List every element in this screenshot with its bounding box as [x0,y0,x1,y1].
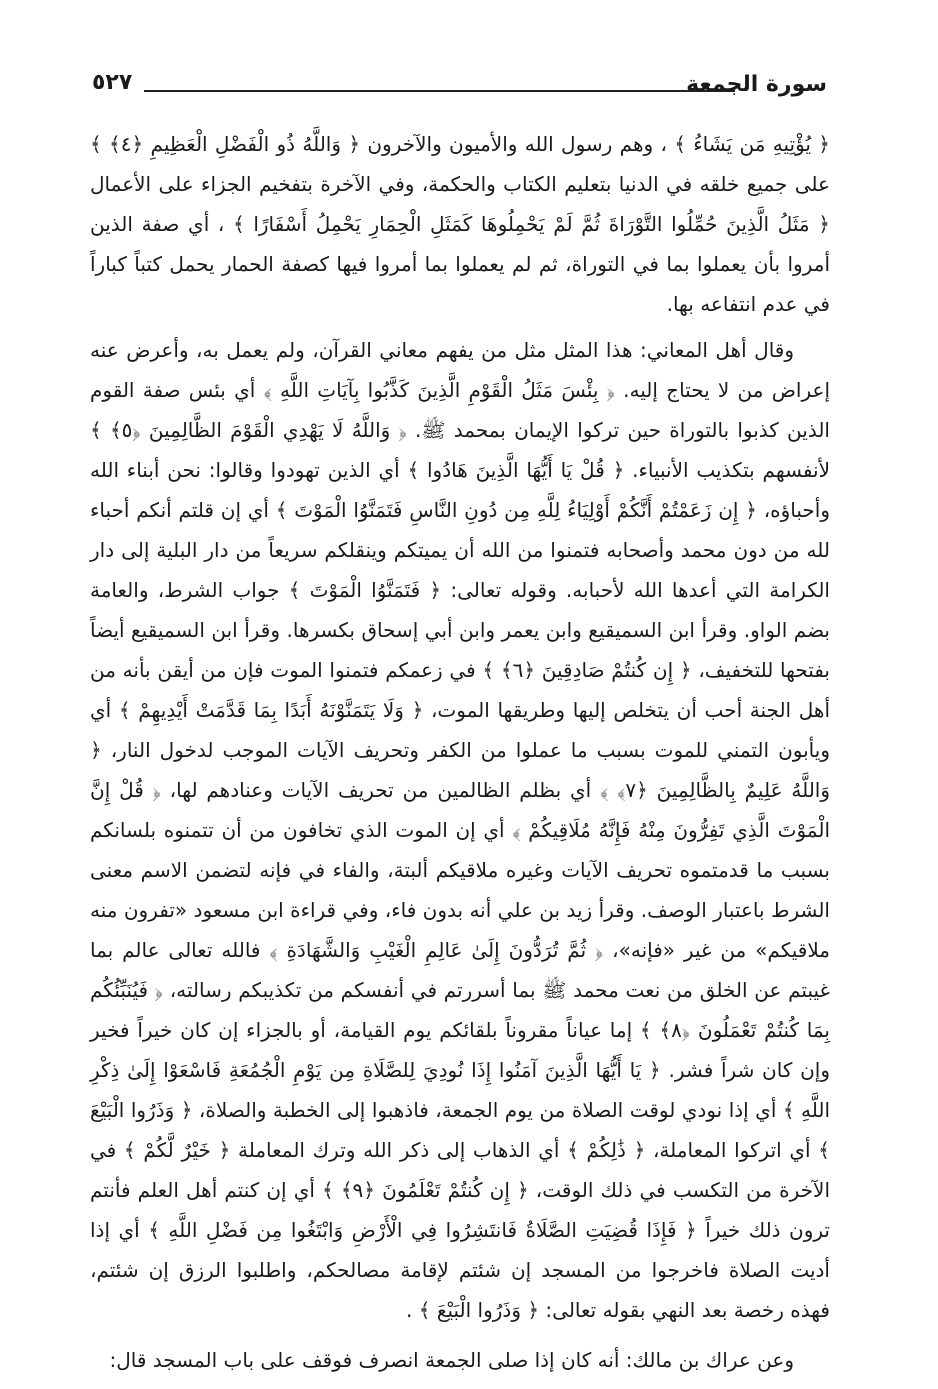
body-text [90,124,830,1380]
header-rule [144,90,735,92]
page-number: ٥٢٧ [92,70,133,95]
paragraph-1: ﴿ يُؤْتِيهِ مَن يَشَاءُ ﴾ ، وهم رسول الله والأميون والآخرون ﴿ وَاللَّهُ ذُو الْفَضْلِ الْعَظِيمِ ﴿٤﴾ ﴾ على جميع خلقه في الدنيا بتعليم الكتاب والحكمة، وفي الآخرة بتفخيم الجزاء على الأعمال ﴿ مَثَلُ الَّذِينَ حُمِّلُوا التَّوْرَاةَ ثُمَّ لَمْ يَحْمِلُوهَا كَمَثَلِ الْحِمَارِ يَحْمِلُ أَسْفَارًا ﴾ ، أي صفة الذين أمروا بأن يعملوا بما في التوراة، ثم لم يعملوا بما أمروا فيها كصفة الحمار يحمل كتباً كباراً في عدم انتفاعه بها. [90,132,831,316]
paragraph-3: وعن عراك بن مالك: أنه كان إذا صلى الجمعة انصرف فوقف على باب المسجد قال: [109,1348,794,1372]
page-header [92,66,827,106]
paragraph-2: وقال أهل المعاني: هذا المثل مثل من يفهم معاني القرآن، ولم يعمل به، وأعرض عنه إعراض من لا يحتاج إليه. ﴿ بِئْسَ مَثَلُ الْقَوْمِ الَّذِينَ كَذَّبُوا بِآيَاتِ اللَّهِ ﴾ أي بئس صفة القوم الذين كذبوا بالتوراة حين تركوا الإيمان بمحمد ﷺ. ﴿ وَاللَّهُ لَا يَهْدِي الْقَوْمَ الظَّالِمِينَ ﴿٥﴾ ﴾ لأنفسهم بتكذيب الأنبياء. ﴿ قُلْ يَا أَيُّهَا الَّذِينَ هَادُوا ﴾ أي الذين تهودوا وقالوا: نحن أبناء الله وأحباؤه، ﴿ إِن زَعَمْتُمْ أَنَّكُمْ أَوْلِيَاءُ لِلَّهِ مِن دُونِ النَّاسِ فَتَمَنَّوُا الْمَوْتَ ﴾ أي إن قلتم أنكم أحباء لله من دون محمد وأصحابه فتمنوا من الله أن يميتكم وينقلكم سريعاً من دار البلية إلى دار الكرامة التي أعدها الله لأحبابه. وقوله تعالى: ﴿ فَتَمَنَّوُا الْمَوْتَ ﴾ جواب الشرط، والعامة بضم الواو. وقرأ ابن السميقيع وابن يعمر وابن أبي إسحاق بكسرها. وقرأ ابن السميقيع أيضاً بفتحها للتخفيف، ﴿ إِن كُنتُمْ صَادِقِينَ ﴿٦﴾ ﴾ في زعمكم فتمنوا الموت فإن من أيقن بأنه من أهل الجنة أحب أن يتخلص إليها وطريقها الموت، ﴿ وَلَا يَتَمَنَّوْنَهُ أَبَدًا بِمَا قَدَّمَتْ أَيْدِيهِمْ ﴾ أي ويأبون التمني للموت بسبب ما عملوا من الكفر وتحريف الآيات الموجب لدخول النار، ﴿ وَاللَّهُ عَلِيمٌ بِالظَّالِمِينَ ﴿٧﴾ ﴾ أي بظلم الظالمين من تحريف الآيات وعنادهم لها، ﴿ قُلْ إِنَّ الْمَوْتَ الَّذِي تَفِرُّونَ مِنْهُ فَإِنَّهُ مُلَاقِيكُمْ ﴾ أي إن الموت الذي تخافون من أن تتمنوه بلسانكم بسبب ما قدمتموه تحريف الآيات وغيره ملاقيكم ألبتة، والفاء في فإنه لتضمن الاسم معنى الشرط باعتبار الوصف. وقرأ زيد بن علي أنه بدون فاء، وفي قراءة ابن مسعود «تفرون منه ملاقيكم» من غير «فإنه»، ﴿ ثُمَّ تُرَدُّونَ إِلَىٰ عَالِمِ الْغَيْبِ وَالشَّهَادَةِ ﴾ فالله تعالى عالم بما غيبتم عن الخلق من نعت محمد ﷺ بما أسررتم في أنفسكم من تكذيبكم رسالته، ﴿ فَيُنَبِّئُكُم بِمَا كُنتُمْ تَعْمَلُونَ ﴿٨﴾ ﴾ إما عياناً مقروناً بلقائكم يوم القيامة، أو بالجزاء إن كان خيراً فخير وإن كان شراً فشر. ﴿ يَا أَيُّهَا الَّذِينَ آمَنُوا إِذَا نُودِيَ لِلصَّلَاةِ مِن يَوْمِ الْجُمُعَةِ فَاسْعَوْا إِلَىٰ ذِكْرِ اللَّهِ ﴾ أي إذا نودي لوقت الصلاة من يوم الجمعة، فاذهبوا إلى الخطبة والصلاة، ﴿ وَذَرُوا الْبَيْعَ ﴾ أي اتركوا المعاملة، ﴿ ذَٰلِكُمْ ﴾ أي الذهاب إلى ذكر الله وترك المعاملة ﴿ خَيْرٌ لَّكُمْ ﴾ في الآخرة من التكسب في ذلك الوقت، ﴿ إِن كُنتُمْ تَعْلَمُونَ ﴿٩﴾ ﴾ أي إن كنتم أهل العلم فأنتم ترون ذلك خيراً ﴿ فَإِذَا قُضِيَتِ الصَّلَاةُ فَانتَشِرُوا فِي الْأَرْضِ وَابْتَغُوا مِن فَضْلِ اللَّهِ ﴾ أي إذا أديت الصلاة فاخرجوا من المسجد إن شئتم لإقامة مصالحكم، واطلبوا الرزق إن شئتم، فهذه رخصة بعد النهي بقوله تعالى: ﴿ وَذَرُوا الْبَيْعَ ﴾ . [90,338,831,1322]
surah-title: سورة الجمعة [686,72,827,97]
